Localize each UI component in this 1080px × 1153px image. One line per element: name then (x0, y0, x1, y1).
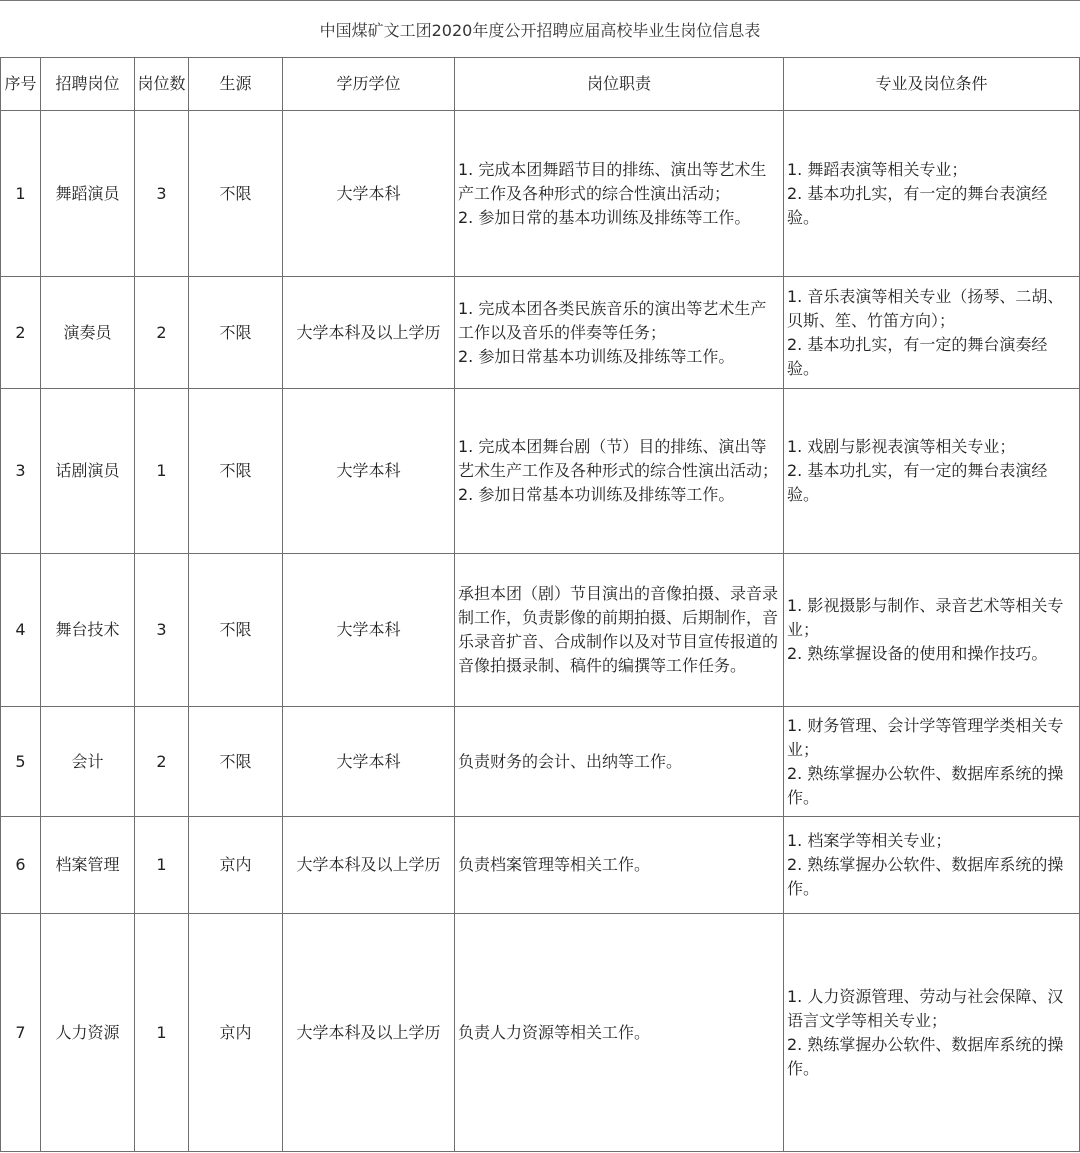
cell-education: 大学本科及以上学历 (283, 277, 455, 389)
cell-count: 3 (135, 111, 189, 277)
cell-education: 大学本科及以上学历 (283, 914, 455, 1152)
duty-line: 负责财务的会计、出纳等工作。 (458, 751, 683, 771)
cell-source: 不限 (189, 111, 283, 277)
duty-line: 2. 参加日常的基本功训练及排练等工作。 (458, 207, 751, 227)
table-title: 中国煤矿文工团2020年度公开招聘应届高校毕业生岗位信息表 (0, 0, 1080, 58)
cell-requirements (784, 554, 1080, 707)
table-row (1, 554, 1080, 707)
cell-index: 3 (1, 389, 41, 554)
duty-line: 2. 参加日常基本功训练及排练等工作。 (458, 485, 735, 504)
requirement-line: 2. 基本功扎实，有一定的舞台表演经验。 (787, 183, 1048, 227)
cell-source: 不限 (189, 707, 283, 817)
requirement-line: 2. 熟练掌握办公软件、数据库系统的操作。 (787, 763, 1064, 807)
cell-duties (455, 554, 784, 707)
duty-line: 2. 参加日常基本功训练及排练等工作。 (458, 346, 735, 366)
header-source: 生源 (189, 58, 283, 111)
cell-source: 京内 (189, 914, 283, 1152)
header-row (1, 58, 1080, 111)
cell-index: 2 (1, 277, 41, 389)
cell-index: 7 (1, 914, 41, 1152)
cell-duties (455, 914, 784, 1152)
duty-line: 负责人力资源等相关工作。 (458, 1022, 651, 1042)
cell-duties (455, 111, 784, 277)
header-requirements: 专业及岗位条件 (784, 58, 1080, 111)
cell-count: 1 (135, 389, 189, 554)
cell-position: 演奏员 (41, 277, 135, 389)
requirement-line: 2. 熟练掌握设备的使用和操作技巧。 (787, 644, 1048, 663)
cell-source: 京内 (189, 817, 283, 914)
requirement-line: 1. 档案学等相关专业； (787, 831, 952, 850)
cell-duties (455, 277, 784, 389)
cell-position: 档案管理 (41, 817, 135, 914)
cell-education: 大学本科 (283, 707, 455, 817)
cell-education: 大学本科 (283, 389, 455, 554)
cell-count: 1 (135, 817, 189, 914)
table-row (1, 111, 1080, 277)
cell-position: 人力资源 (41, 914, 135, 1152)
requirement-line: 1. 戏剧与影视表演等相关专业； (787, 437, 1016, 456)
cell-position: 舞台技术 (41, 554, 135, 707)
cell-duties (455, 817, 784, 914)
header-education: 学历学位 (283, 58, 455, 111)
requirement-line: 2. 熟练掌握办公软件、数据库系统的操作。 (787, 855, 1064, 898)
header-index: 序号 (1, 58, 41, 111)
cell-index: 6 (1, 817, 41, 914)
cell-count: 1 (135, 914, 189, 1152)
header-duties: 岗位职责 (455, 58, 784, 111)
cell-count: 3 (135, 554, 189, 707)
cell-requirements (784, 707, 1080, 817)
cell-position: 舞蹈演员 (41, 111, 135, 277)
cell-education: 大学本科及以上学历 (283, 817, 455, 914)
requirement-line: 2. 基本功扎实，有一定的舞台表演经验。 (787, 461, 1048, 504)
cell-requirements (784, 277, 1080, 389)
duty-line: 承担本团（剧）节目演出的音像拍摄、录音录制工作，负责影像的前期拍摄、后期制作，音乐录音扩音、合成制作以及对节目宣传报道的音像拍摄录制、稿件的编撰等工作任务。 (458, 584, 779, 675)
header-position: 招聘岗位 (41, 58, 135, 111)
cell-requirements (784, 817, 1080, 914)
cell-source: 不限 (189, 554, 283, 707)
duty-line: 1. 完成本团舞蹈节目的排练、演出等艺术生产工作及各种形式的综合性演出活动； (458, 159, 767, 203)
cell-requirements (784, 914, 1080, 1152)
cell-requirements (784, 389, 1080, 554)
cell-index: 1 (1, 111, 41, 277)
table-row (1, 277, 1080, 389)
duty-line: 1. 完成本团舞台剧（节）目的排练、演出等艺术生产工作及各种形式的综合性演出活动； (458, 437, 779, 480)
requirement-line: 1. 音乐表演等相关专业（扬琴、二胡、贝斯、笙、竹笛方向）； (787, 286, 1064, 330)
cell-duties (455, 707, 784, 817)
cell-index: 4 (1, 554, 41, 707)
requirement-line: 2. 熟练掌握办公软件、数据库系统的操作。 (787, 1034, 1064, 1078)
requirement-line: 1. 人力资源管理、劳动与社会保障、汉语言文学等相关专业； (787, 986, 1064, 1030)
requirement-line: 1. 舞蹈表演等相关专业； (787, 159, 968, 179)
job-info-table (0, 57, 1080, 1152)
duty-line: 1. 完成本团各类民族音乐的演出等艺术生产工作以及音乐的伴奏等任务； (458, 298, 767, 342)
header-count: 岗位数 (135, 58, 189, 111)
cell-source: 不限 (189, 389, 283, 554)
table-row (1, 817, 1080, 914)
requirement-line: 1. 财务管理、会计学等管理学类相关专业； (787, 715, 1064, 759)
table-row (1, 389, 1080, 554)
requirement-line: 1. 影视摄影与制作、录音艺术等相关专业； (787, 596, 1064, 639)
duty-line: 负责档案管理等相关工作。 (458, 855, 651, 874)
cell-source: 不限 (189, 277, 283, 389)
table-row (1, 914, 1080, 1152)
cell-position: 话剧演员 (41, 389, 135, 554)
cell-count: 2 (135, 707, 189, 817)
cell-duties (455, 389, 784, 554)
cell-index: 5 (1, 707, 41, 817)
cell-count: 2 (135, 277, 189, 389)
requirement-line: 2. 基本功扎实，有一定的舞台演奏经验。 (787, 334, 1048, 378)
cell-requirements (784, 111, 1080, 277)
cell-education: 大学本科 (283, 554, 455, 707)
cell-education: 大学本科 (283, 111, 455, 277)
cell-position: 会计 (41, 707, 135, 817)
table-row (1, 707, 1080, 817)
